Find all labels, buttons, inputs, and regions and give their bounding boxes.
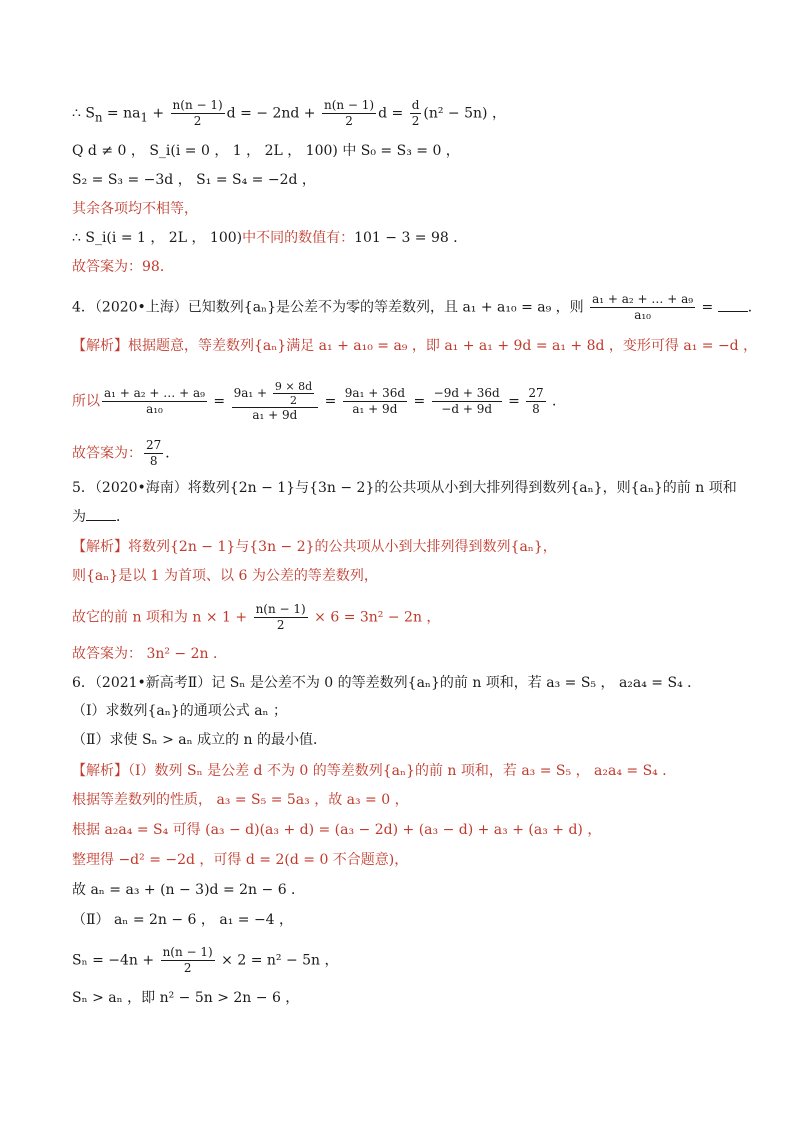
answer-line: 故答案为：98． — [72, 259, 174, 275]
problem-5: 5．（2020•海南）将数列{2n − 1}与{3n − 2}的公共项从小到大排列得到数列{aₙ}，则{aₙ}的前 n 项和 — [72, 480, 737, 496]
analysis-line: 【解析】将数列{2n − 1}与{3n − 2}的公共项从小到大排列得到数列{aₙ}， — [72, 539, 557, 555]
answer-line: 故答案为： $\frac{27}{8}$ ． — [72, 438, 180, 468]
problem-4: 4．（2020•上海）已知数列{aₙ}是公差不为零的等差数列，且 a₁ + a₁₀ = a₉ ，则 $\frac{\text{a₁ + a₂ + … + a₉}}{\text{a₁₀}}$ = ． — [72, 292, 762, 322]
fraction: $\frac{\text{9a₁ + 36d}}{\text{a₁ + 9d}}$ — [344, 386, 406, 416]
text-line: Sₙ > aₙ ，即 n² − 5n > 2n − 6 ， — [72, 990, 300, 1006]
text-line: （Ⅱ）求使 Sₙ > aₙ 成立的 n 的最小值． — [72, 732, 328, 748]
answer-blank — [718, 299, 748, 312]
text-line: Q d ≠ 0 ， S_i(i = 0 ， 1 ， 2L ， 100) 中 S₀ = S₃ = 0 ， — [72, 143, 460, 159]
analysis-line: 【解析】（Ⅰ）数列 Sₙ 是公差 d 不为 0 的等差数列{aₙ}的前 n 项和，若 a₃ = S₅ ， a₂a₄ = S₄ ． — [72, 763, 677, 779]
fraction: $\frac{d}{2}$ — [411, 98, 420, 128]
text-line: 故 aₙ = a₃ + (n − 3)d = 2n − 6 ． — [72, 882, 306, 898]
problem-6: 6．（2021•新高考Ⅱ）记 Sₙ 是公差不为 0 的等差数列{aₙ}的前 n 项和，若 a₃ = S₅ ， a₂a₄ = S₄ ． — [72, 675, 702, 691]
answer-blank — [86, 508, 116, 521]
text-line: （Ⅱ） aₙ = 2n − 6 ， a₁ = −4 ， — [72, 912, 294, 928]
fraction: $\frac{\text{a₁ + a₂ + … + a₉}}{\text{a₁₀}}$ — [104, 386, 205, 416]
text-line: 为 ． — [72, 509, 130, 525]
text-line: 则{aₙ}是以 1 为首项、以 6 为公差的等差数列， — [72, 568, 378, 584]
text-line: ∴ S_i(i = 1 ， 2L ， 100)中不同的数值有：101 − 3 = 98 ． — [72, 230, 468, 246]
text-line: 根据 a₂a₄ = S₄ 可得 (a₃ − d)(a₃ + d) = (a₃ − 2d) + (a₃ − d) + a₃ + (a₃ + d) ， — [72, 822, 602, 838]
fraction: $\frac{9 \times 8d}{2}$ — [274, 380, 313, 407]
text-line: S₂ = S₃ = −3d ， S₁ = S₄ = −2d ， — [72, 172, 316, 188]
formula-line: 故它的前 n 项和为 n × 1 + $\frac{n(n - 1)}{2}$ × 6 = 3n² − 2n ， — [72, 602, 441, 632]
answer-line: 故答案为： 3n² − 2n ． — [72, 646, 227, 662]
formula-line: Sₙ = −4n + $\frac{n(n - 1)}{2}$ × 2 = n² − 5n ， — [72, 945, 339, 975]
fraction: $\frac{27}{8}$ — [146, 438, 162, 468]
text-line: （Ⅰ）求数列{aₙ}的通项公式 aₙ ； — [72, 703, 288, 719]
fraction: $\frac{-9d + 36d}{-d + 9d}$ — [433, 386, 500, 416]
fraction: $\frac{n(n - 1)}{2}$ — [162, 945, 213, 975]
fraction: $\frac{27}{8}$ — [528, 386, 544, 416]
formula-line: 所以 $\frac{\text{a₁ + a₂ + … + a₉}}{\text{a₁₀}}$ = 9a₁ + $\frac{9 \times 8d}{2}$ a₁ + 9d = $\frac{\text{9a₁ + 36d}}{\text{a₁ + 9d}}$ = $\frac{-9d + 36d}{-d + 9d}$ = $\frac{27}{8}$ ． — [72, 380, 567, 422]
text-line: 整理得 −d² = −2d ，可得 d = 2(d = 0 不合题意)， — [72, 852, 409, 868]
fraction: $\frac{\text{a₁ + a₂ + … + a₉}}{\text{a₁₀}}$ — [592, 292, 694, 322]
fraction: $\frac{n(n - 1)}{2}$ — [255, 602, 306, 632]
fraction: $\frac{n(n - 1)}{2}$ — [172, 98, 223, 128]
text-line: 根据等差数列的性质， a₃ = S₅ = 5a₃ ，故 a₃ = 0 ， — [72, 792, 409, 808]
fraction: 9a₁ + $\frac{9 \times 8d}{2}$ a₁ + 9d — [232, 380, 319, 423]
analysis-line: 【解析】根据题意，等差数列{aₙ}满足 a₁ + a₁₀ = a₉ ，即 a₁ + a₁ + 9d = a₁ + 8d ，变形可得 a₁ = −d ， — [72, 338, 758, 354]
text-line: 其余各项均不相等， — [72, 201, 198, 217]
fraction: $\frac{n(n - 1)}{2}$ — [323, 98, 375, 128]
formula-sn-derivation: ∴ $S_n = na_1$ + $\frac{n(n - 1)}{2}$ d = − 2nd + $\frac{n(n - 1)}{2}$ d = $\frac{d}{2}$ (n² − 5n) ， — [72, 98, 506, 128]
